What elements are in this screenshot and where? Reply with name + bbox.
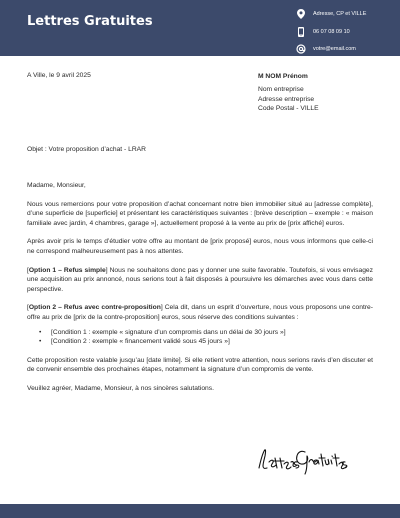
option-2-label: Option 2 – Refus avec contre-proposition (28, 304, 161, 312)
condition-item: • [Condition 1 : exemple « signature d’un compromis dans un délai de 30 jours »] (45, 328, 373, 338)
condition-item: • [Condition 2 : exemple « financement validé sous 45 jours »] (45, 337, 373, 347)
letter-body (27, 181, 373, 403)
recipient-postal: Code Postal - VILLE (258, 105, 319, 113)
brand-title: Lettres Gratuites (27, 14, 153, 29)
option-2-text: Cela dit, dans un esprit d’ouverture, nous vous proposons une contre-offre au prix de [prix de la contre-proposition] euros, sous réserve des conditions suivantes : (27, 304, 373, 321)
recipient-block (258, 72, 319, 114)
greeting: Madame, Monsieur, (27, 182, 86, 189)
contact-email-row (295, 41, 400, 57)
recipient-name: M NOM Prénom (258, 73, 308, 80)
paragraph-1: Nous vous remercions pour votre proposition d’achat concernant notre bien immobilier situé au [adresse complète], d’une superficie de [superficie] et présentant les caractéristiques suivantes : [brève description – exemple : « maison familiale avec jardin, 4 chambres, garage »], actuellement proposé à la vente au prix de [prix affiché] euros. (27, 200, 373, 227)
contact-phone: 06 07 08 09 10 (313, 28, 350, 35)
contact-email: votre@email.com (313, 46, 356, 52)
contact-phone-row (295, 24, 400, 40)
letter-object: Objet : Votre proposition d’achat - LRAR (27, 146, 146, 153)
recipient-company: Nom entreprise (258, 86, 304, 94)
paragraph-option-1: [Option 1 – Refus simple] Nous ne souhaitons donc pas y donner une suite favorable. Toutefois, si vous envisagez une acquisition au prix annoncé, nous serions tout à fait disposés à poursuivre les démarches avec vous dans cette perspective. (27, 266, 373, 293)
location-pin-icon (295, 8, 307, 20)
contact-block (295, 6, 400, 59)
contact-address: Adresse, CP et VILLE (313, 11, 367, 17)
contact-address-row (295, 6, 400, 22)
header-banner (0, 0, 400, 56)
handwritten-signature (253, 438, 353, 476)
footer-banner (0, 504, 400, 518)
at-sign-icon (295, 43, 307, 55)
closing: Veuillez agréer, Madame, Monsieur, à nos sincères salutations. (27, 384, 214, 392)
phone-icon (295, 26, 307, 38)
option-1-text: Nous ne souhaitons donc pas y donner une suite favorable. Toutefois, si vous envisagez une acquisition au prix annoncé, nous serions tout à fait disposés à poursuivre les démarches avec vous dans cette perspective. (27, 266, 373, 293)
conditions-list (45, 328, 373, 347)
letter-date: A Ville, le 9 avril 2025 (27, 72, 91, 79)
paragraph-2: Après avoir pris le temps d’étudier votre offre au montant de [prix proposé] euros, nous vous informons que celle-ci ne correspond malheureusement pas à nos attentes. (27, 238, 373, 255)
option-1-label: Option 1 – Refus simple (28, 266, 106, 274)
recipient-address: Adresse entreprise (258, 95, 315, 103)
paragraph-3: Cette proposition reste valable jusqu’au [date limite]. Si elle retient votre attention, nous serions ravis d’en discuter et de convenir ensemble des prochaines étapes, notamment la signature d’un compromis de vente. (27, 356, 373, 374)
paragraph-option-2: [Option 2 – Refus avec contre-proposition] Cela dit, dans un esprit d’ouverture, nous vous proposons une contre-offre au prix de [prix de la contre-proposition] euros, sous réserve des conditions suivantes : (27, 304, 373, 321)
